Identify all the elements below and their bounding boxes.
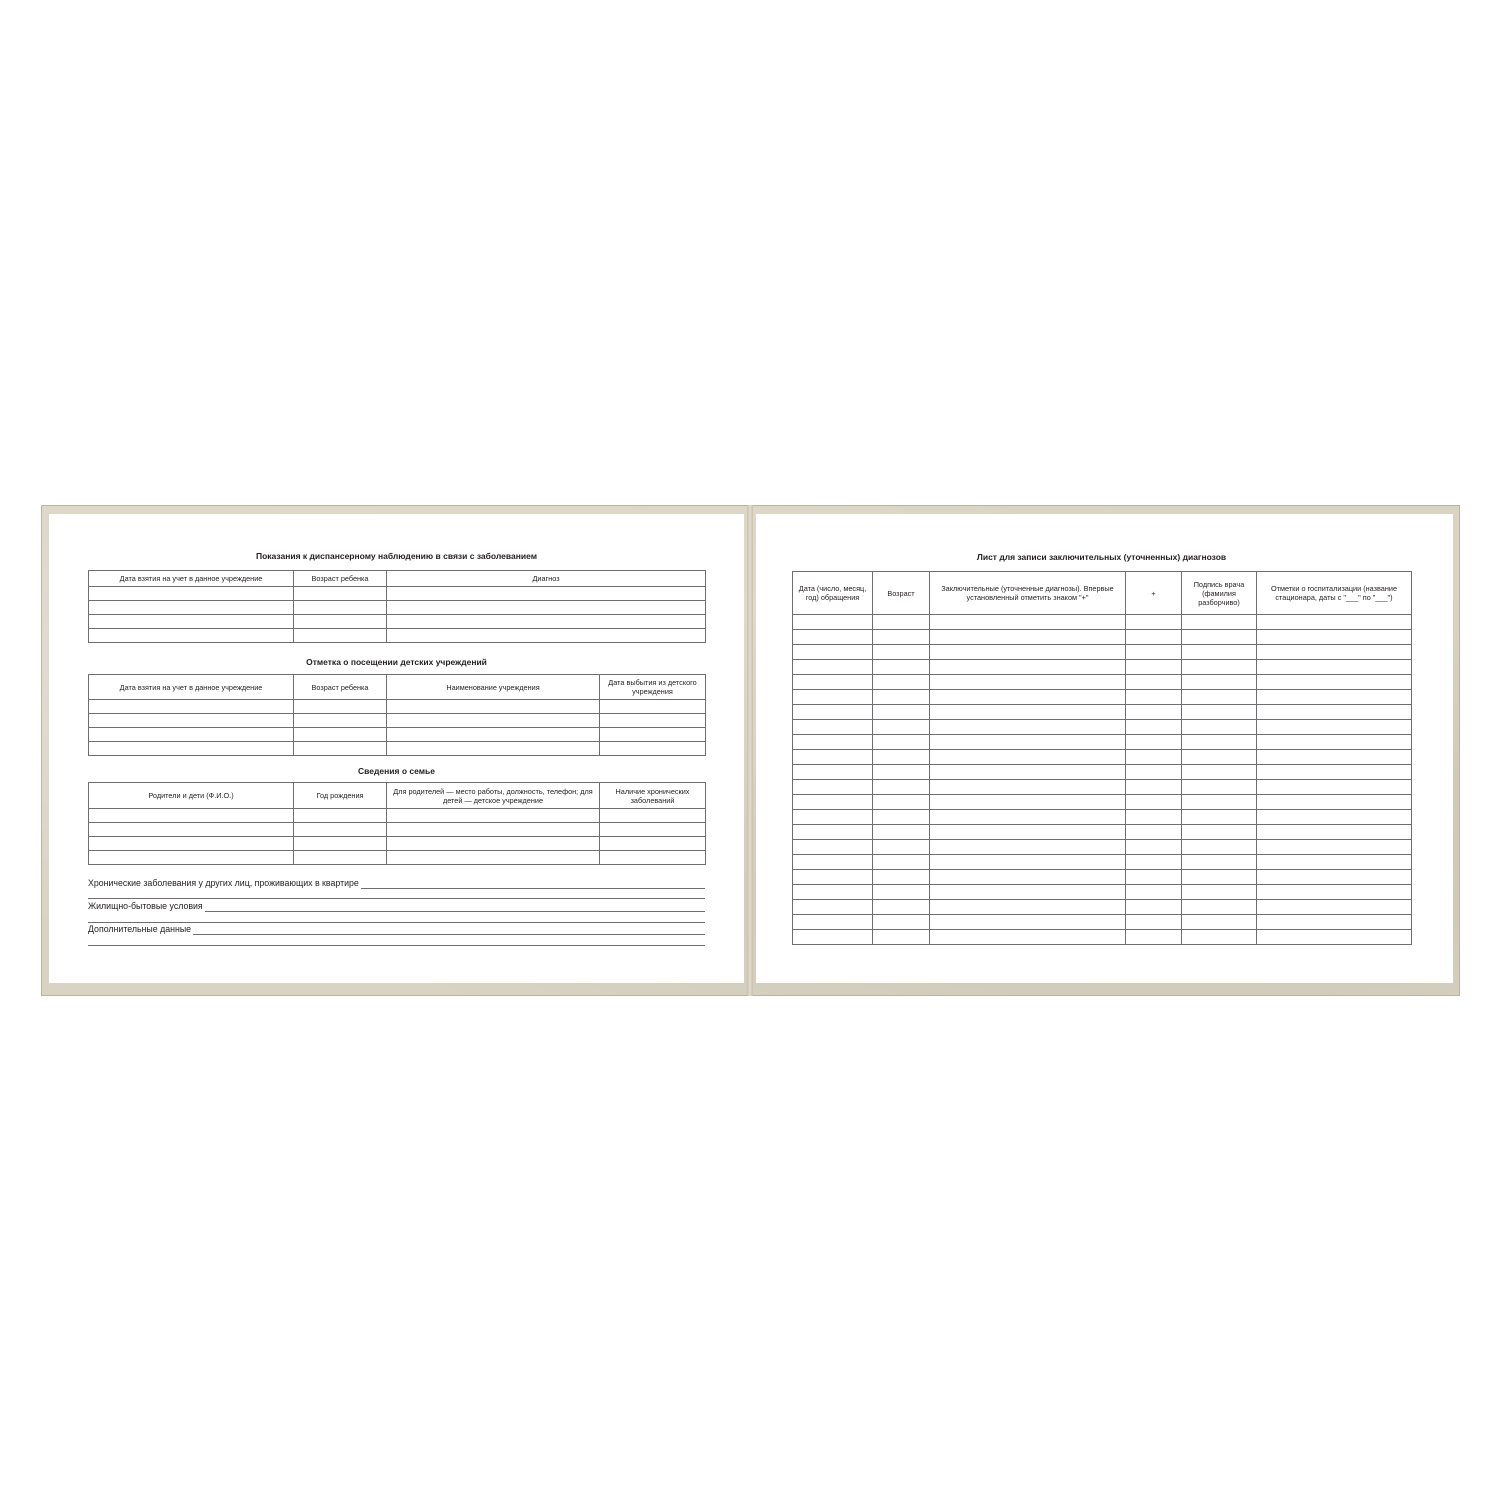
table-cell[interactable] <box>1182 900 1257 915</box>
table-row <box>793 840 1412 855</box>
table-cell[interactable] <box>600 700 706 714</box>
table-cell[interactable] <box>873 660 930 675</box>
table-cell[interactable] <box>793 660 873 675</box>
table-cell[interactable] <box>1257 690 1412 705</box>
table-row <box>89 809 706 823</box>
table-cell[interactable] <box>793 705 873 720</box>
header-workplace: Для родителей — место работы, должность, телефон; для детей — детское учреждение <box>387 783 600 809</box>
table-cell[interactable] <box>387 837 600 851</box>
table-cell[interactable] <box>89 809 294 823</box>
table-cell[interactable] <box>89 837 294 851</box>
table-cell[interactable] <box>930 855 1126 870</box>
table-cell[interactable] <box>1257 885 1412 900</box>
table-cell[interactable] <box>387 742 600 756</box>
table-cell[interactable] <box>1126 750 1182 765</box>
table-cell[interactable] <box>294 629 387 643</box>
table-cell[interactable] <box>387 728 600 742</box>
visits-title: Отметка о посещении детских учреждений <box>306 657 487 667</box>
table-row <box>793 660 1412 675</box>
table-cell[interactable] <box>1257 795 1412 810</box>
header-family-members: Родители и дети (Ф.И.О.) <box>89 783 294 809</box>
table-cell[interactable] <box>294 837 387 851</box>
table-cell[interactable] <box>1182 930 1257 945</box>
table-cell[interactable] <box>1126 825 1182 840</box>
table-cell[interactable] <box>793 885 873 900</box>
table-cell[interactable] <box>600 851 706 865</box>
table-cell[interactable] <box>793 780 873 795</box>
table-cell[interactable] <box>1182 645 1257 660</box>
table-cell[interactable] <box>1182 855 1257 870</box>
table-row <box>793 630 1412 645</box>
header-doctor-signature: Подпись врача (фамилия разборчиво) <box>1182 572 1257 615</box>
table-cell[interactable] <box>294 851 387 865</box>
table-cell[interactable] <box>930 660 1126 675</box>
table-cell[interactable] <box>873 795 930 810</box>
header-plus-mark: + <box>1126 572 1182 615</box>
table-cell[interactable] <box>600 714 706 728</box>
table-cell[interactable] <box>1257 825 1412 840</box>
table-cell[interactable] <box>387 714 600 728</box>
table-cell[interactable] <box>873 690 930 705</box>
table-cell[interactable] <box>873 630 930 645</box>
table-header-row <box>89 783 706 809</box>
table-cell[interactable] <box>873 870 930 885</box>
table-cell[interactable] <box>793 855 873 870</box>
living-conditions-line[interactable] <box>205 902 705 912</box>
table-cell[interactable] <box>1126 915 1182 930</box>
table-cell[interactable] <box>793 645 873 660</box>
table-cell[interactable] <box>294 601 387 615</box>
table-cell[interactable] <box>1126 660 1182 675</box>
table-cell[interactable] <box>873 735 930 750</box>
diagnoses-table <box>792 571 1412 945</box>
table-cell[interactable] <box>930 915 1126 930</box>
table-cell[interactable] <box>387 587 706 601</box>
table-cell[interactable] <box>294 823 387 837</box>
table-cell[interactable] <box>1182 765 1257 780</box>
table-cell[interactable] <box>793 630 873 645</box>
table-cell[interactable] <box>1257 855 1412 870</box>
indications-table <box>88 570 706 643</box>
table-cell[interactable] <box>387 809 600 823</box>
header-child-age: Возраст ребенка <box>294 571 387 587</box>
table-header-row <box>89 675 706 700</box>
table-cell[interactable] <box>89 601 294 615</box>
table-cell[interactable] <box>1182 840 1257 855</box>
table-header-row <box>89 571 706 587</box>
header-hospitalization: Отметки о госпитализации (название стационара, даты с "___" по "___") <box>1257 572 1412 615</box>
table-cell[interactable] <box>873 915 930 930</box>
table-cell[interactable] <box>1126 795 1182 810</box>
table-cell[interactable] <box>793 930 873 945</box>
table-cell[interactable] <box>1182 810 1257 825</box>
table-cell[interactable] <box>873 705 930 720</box>
table-cell[interactable] <box>1126 705 1182 720</box>
table-cell[interactable] <box>930 750 1126 765</box>
table-cell[interactable] <box>873 810 930 825</box>
table-cell[interactable] <box>1126 855 1182 870</box>
table-cell[interactable] <box>89 629 294 643</box>
table-cell[interactable] <box>930 795 1126 810</box>
table-row <box>793 870 1412 885</box>
table-row <box>89 851 706 865</box>
table-cell[interactable] <box>1257 720 1412 735</box>
header-date-left: Дата выбытия из детского учреждения <box>600 675 706 700</box>
table-cell[interactable] <box>930 675 1126 690</box>
table-cell[interactable] <box>1257 675 1412 690</box>
table-cell[interactable] <box>600 809 706 823</box>
table-cell[interactable] <box>1182 630 1257 645</box>
table-row <box>89 728 706 742</box>
table-cell[interactable] <box>1126 885 1182 900</box>
header-chronic-diseases: Наличие хронических заболеваний <box>600 783 706 809</box>
header-child-age: Возраст ребенка <box>294 675 387 700</box>
table-cell[interactable] <box>1182 705 1257 720</box>
table-cell[interactable] <box>793 795 873 810</box>
table-cell[interactable] <box>873 900 930 915</box>
header-age: Возраст <box>873 572 930 615</box>
table-cell[interactable] <box>873 750 930 765</box>
table-cell[interactable] <box>873 885 930 900</box>
table-cell[interactable] <box>793 720 873 735</box>
table-cell[interactable] <box>1126 735 1182 750</box>
table-cell[interactable] <box>1182 675 1257 690</box>
table-row <box>793 915 1412 930</box>
table-cell[interactable] <box>1257 840 1412 855</box>
table-cell[interactable] <box>873 780 930 795</box>
table-cell[interactable] <box>89 587 294 601</box>
table-row <box>793 855 1412 870</box>
table-row <box>89 823 706 837</box>
table-cell[interactable] <box>873 645 930 660</box>
table-header-row <box>793 572 1412 615</box>
table-cell[interactable] <box>1257 750 1412 765</box>
table-row <box>793 885 1412 900</box>
header-diagnosis: Диагноз <box>387 571 706 587</box>
additional-data-line-2[interactable] <box>88 945 705 946</box>
table-cell[interactable] <box>89 615 294 629</box>
table-cell[interactable] <box>89 823 294 837</box>
table-cell[interactable] <box>1257 870 1412 885</box>
table-row <box>793 765 1412 780</box>
table-cell[interactable] <box>793 825 873 840</box>
table-cell[interactable] <box>873 720 930 735</box>
table-cell[interactable] <box>294 714 387 728</box>
table-cell[interactable] <box>930 720 1126 735</box>
table-cell[interactable] <box>1126 645 1182 660</box>
table-row <box>793 900 1412 915</box>
table-cell[interactable] <box>89 742 294 756</box>
header-final-diagnoses: Заключительные (уточненные диагнозы). Впервые установленный отметить знаком "+" <box>930 572 1126 615</box>
table-row <box>793 795 1412 810</box>
family-table <box>88 782 706 865</box>
table-cell[interactable] <box>1257 645 1412 660</box>
table-cell[interactable] <box>1257 930 1412 945</box>
table-row <box>89 601 706 615</box>
table-cell[interactable] <box>387 601 706 615</box>
table-cell[interactable] <box>930 900 1126 915</box>
table-cell[interactable] <box>1257 705 1412 720</box>
table-cell[interactable] <box>1257 615 1412 630</box>
table-row <box>89 587 706 601</box>
table-cell[interactable] <box>600 837 706 851</box>
table-row <box>793 810 1412 825</box>
header-date-registered: Дата взятия на учет в данное учреждение <box>89 675 294 700</box>
table-cell[interactable] <box>1182 750 1257 765</box>
table-row <box>793 780 1412 795</box>
table-row <box>793 735 1412 750</box>
table-cell[interactable] <box>1257 780 1412 795</box>
table-row <box>793 615 1412 630</box>
diagnoses-title: Лист для записи заключительных (уточненных) диагнозов <box>976 552 1227 562</box>
table-cell[interactable] <box>930 765 1126 780</box>
table-cell[interactable] <box>1182 660 1257 675</box>
table-cell[interactable] <box>1126 615 1182 630</box>
table-cell[interactable] <box>1126 780 1182 795</box>
table-cell[interactable] <box>1182 885 1257 900</box>
table-cell[interactable] <box>793 900 873 915</box>
table-cell[interactable] <box>1126 630 1182 645</box>
table-cell[interactable] <box>1257 915 1412 930</box>
table-cell[interactable] <box>387 700 600 714</box>
table-cell[interactable] <box>930 840 1126 855</box>
table-cell[interactable] <box>930 735 1126 750</box>
table-cell[interactable] <box>930 870 1126 885</box>
table-cell[interactable] <box>873 840 930 855</box>
table-cell[interactable] <box>294 742 387 756</box>
table-cell[interactable] <box>1182 615 1257 630</box>
table-row <box>793 645 1412 660</box>
table-cell[interactable] <box>873 855 930 870</box>
additional-data-line[interactable] <box>193 925 705 935</box>
table-cell[interactable] <box>1126 930 1182 945</box>
header-institution-name: Наименование учреждения <box>387 675 600 700</box>
table-cell[interactable] <box>873 675 930 690</box>
table-row <box>793 750 1412 765</box>
table-cell[interactable] <box>1257 765 1412 780</box>
table-row <box>89 714 706 728</box>
table-cell[interactable] <box>294 728 387 742</box>
table-cell[interactable] <box>294 809 387 823</box>
visits-table <box>88 674 706 756</box>
table-cell[interactable] <box>1182 825 1257 840</box>
table-cell[interactable] <box>294 700 387 714</box>
table-cell[interactable] <box>1126 810 1182 825</box>
family-title: Сведения о семье <box>358 766 435 776</box>
table-cell[interactable] <box>1182 735 1257 750</box>
table-cell[interactable] <box>930 630 1126 645</box>
table-cell[interactable] <box>1126 690 1182 705</box>
living-conditions-label: Жилищно-бытовые условия <box>88 901 203 911</box>
table-row <box>89 742 706 756</box>
table-cell[interactable] <box>600 742 706 756</box>
table-cell[interactable] <box>1257 735 1412 750</box>
table-cell[interactable] <box>1257 630 1412 645</box>
table-cell[interactable] <box>89 714 294 728</box>
table-cell[interactable] <box>89 851 294 865</box>
table-cell[interactable] <box>1257 900 1412 915</box>
living-conditions-line-2[interactable] <box>88 922 705 923</box>
table-cell[interactable] <box>387 851 600 865</box>
table-cell[interactable] <box>600 823 706 837</box>
table-cell[interactable] <box>793 690 873 705</box>
table-row <box>793 930 1412 945</box>
table-cell[interactable] <box>294 587 387 601</box>
table-cell[interactable] <box>873 930 930 945</box>
table-cell[interactable] <box>930 690 1126 705</box>
table-cell[interactable] <box>930 825 1126 840</box>
additional-data-label: Дополнительные данные <box>88 924 192 934</box>
table-cell[interactable] <box>1182 915 1257 930</box>
table-cell[interactable] <box>793 735 873 750</box>
table-cell[interactable] <box>930 885 1126 900</box>
table-cell[interactable] <box>1182 795 1257 810</box>
table-cell[interactable] <box>1182 780 1257 795</box>
table-cell[interactable] <box>793 870 873 885</box>
table-cell[interactable] <box>793 750 873 765</box>
header-date-registered: Дата взятия на учет в данное учреждение <box>89 571 294 587</box>
table-cell[interactable] <box>1126 840 1182 855</box>
table-cell[interactable] <box>1182 720 1257 735</box>
chronic-diseases-line[interactable] <box>361 879 705 889</box>
table-cell[interactable] <box>89 700 294 714</box>
chronic-diseases-label: Хронические заболевания у других лиц, проживающих в квартире <box>88 878 359 888</box>
table-cell[interactable] <box>1182 690 1257 705</box>
table-cell[interactable] <box>873 615 930 630</box>
table-row <box>89 837 706 851</box>
table-cell[interactable] <box>930 615 1126 630</box>
table-cell[interactable] <box>930 705 1126 720</box>
additional-data-field[interactable] <box>88 924 705 935</box>
table-row <box>793 720 1412 735</box>
table-cell[interactable] <box>1126 765 1182 780</box>
table-cell[interactable] <box>600 728 706 742</box>
header-visit-date: Дата (число, месяц, год) обращения <box>793 572 873 615</box>
table-cell[interactable] <box>387 629 706 643</box>
table-cell[interactable] <box>873 825 930 840</box>
table-cell[interactable] <box>793 675 873 690</box>
table-row <box>793 690 1412 705</box>
table-cell[interactable] <box>793 765 873 780</box>
table-cell[interactable] <box>294 615 387 629</box>
chronic-diseases-line-2[interactable] <box>88 898 705 899</box>
table-cell[interactable] <box>1126 870 1182 885</box>
table-row <box>793 675 1412 690</box>
table-cell[interactable] <box>387 823 600 837</box>
table-cell[interactable] <box>873 765 930 780</box>
table-row <box>793 705 1412 720</box>
table-row <box>89 700 706 714</box>
chronic-diseases-field[interactable] <box>88 878 705 889</box>
living-conditions-field[interactable] <box>88 901 705 912</box>
table-cell[interactable] <box>793 840 873 855</box>
header-birth-year: Год рождения <box>294 783 387 809</box>
table-cell[interactable] <box>793 615 873 630</box>
table-row <box>89 629 706 643</box>
table-cell[interactable] <box>1257 660 1412 675</box>
table-cell[interactable] <box>1257 810 1412 825</box>
table-cell[interactable] <box>1126 720 1182 735</box>
table-cell[interactable] <box>930 930 1126 945</box>
table-cell[interactable] <box>930 645 1126 660</box>
table-cell[interactable] <box>387 615 706 629</box>
table-cell[interactable] <box>930 810 1126 825</box>
book-spine <box>747 505 753 996</box>
table-cell[interactable] <box>89 728 294 742</box>
table-cell[interactable] <box>1126 900 1182 915</box>
table-cell[interactable] <box>793 810 873 825</box>
table-cell[interactable] <box>1126 675 1182 690</box>
table-cell[interactable] <box>1182 870 1257 885</box>
table-cell[interactable] <box>793 915 873 930</box>
table-row <box>89 615 706 629</box>
indications-title: Показания к диспансерному наблюдению в связи с заболеванием <box>255 551 538 561</box>
table-row <box>793 825 1412 840</box>
table-cell[interactable] <box>930 780 1126 795</box>
